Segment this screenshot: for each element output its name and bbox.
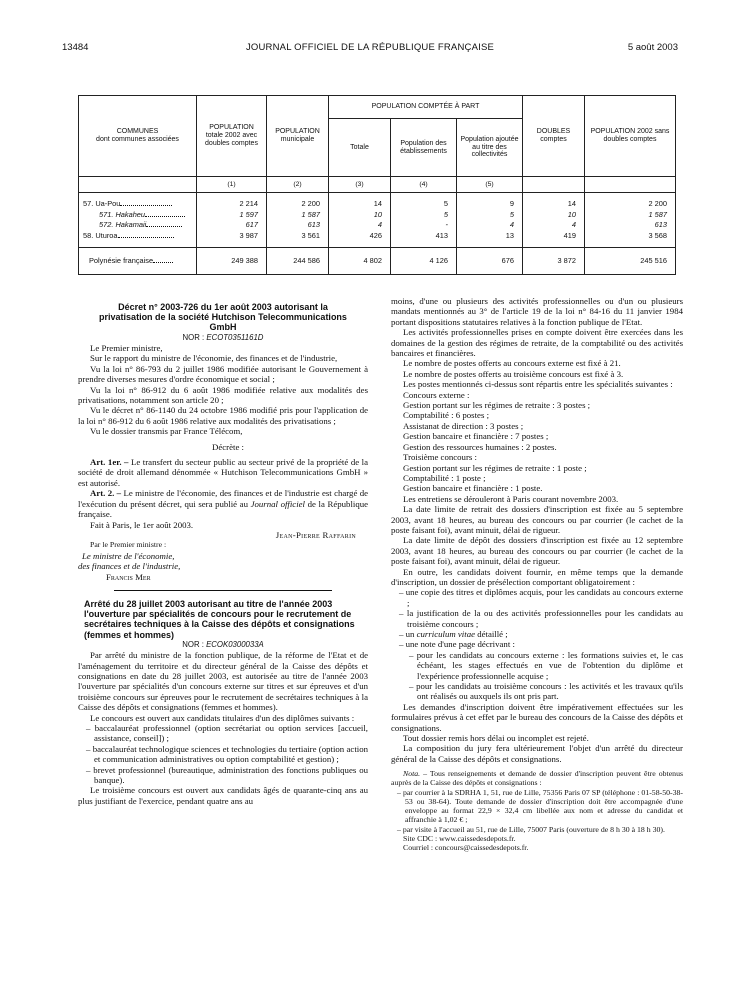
left-column (78, 302, 368, 806)
page-header (62, 42, 678, 56)
paragraph: Les activités professionnelles prises en compte doivent être exercées dans les domaines de la gestion des régimes de retraite, de la comptabilité ou des activités bancaires et financières. (391, 327, 683, 359)
header-pop-totale: POPULATION totale 2002 avec doubles comptes (197, 96, 267, 177)
population-table (78, 95, 676, 275)
col-number: (1) (197, 177, 267, 193)
header-communes-label: COMMUNES (116, 128, 159, 136)
header-communes-sub: dont communes associées (96, 136, 179, 143)
minister-title-2: des finances et de l'industrie, (78, 561, 181, 572)
list-item: – la justification de la ou des activités professionnelles pour les candidats au troisième concours ; (399, 608, 683, 629)
cell: 4 (457, 220, 523, 231)
header-totale: Totale (329, 119, 391, 177)
cell: 5 (391, 210, 457, 221)
cell: 617 (197, 220, 267, 231)
table-row (79, 220, 676, 231)
cell: - (391, 220, 457, 231)
paragraph: Les demandes d'inscription doivent être impérativement effectuées sur les formulaires prévus à cet effet par le bureau des concours de la Caisse des dépôts et consignations. (391, 701, 683, 733)
col-number: (5) (457, 177, 523, 193)
header-pop-2002-sans: POPULATION 2002 sans doubles comptes (585, 96, 676, 177)
cell: 426 (329, 231, 391, 242)
paragraph: Vu la loi n° 86-793 du 2 juillet 1986 modifiée autorisant le Gouvernement à prendre diverses mesures d'ordre économique et social ; (78, 363, 368, 385)
paragraph: Tout dossier remis hors délai ou incomplet est rejeté. (403, 733, 589, 744)
paragraph: Vu le dossier transmis par France Télécom, (90, 426, 243, 437)
commune-name: 571. Hakaheu (79, 210, 197, 221)
paragraph: Concours externe : (403, 389, 470, 400)
page-number: 13484 (62, 42, 89, 53)
header-doubles-comptes: DOUBLES comptes (523, 96, 585, 177)
paragraph: Le concours est ouvert aux candidats titulaires d'un des diplômes suivants : (90, 712, 355, 723)
cell: 5 (391, 199, 457, 210)
list-item: – brevet professionnel (bureautique, administration des fonctions publiques ou banque). (86, 764, 368, 786)
paragraph: La date limite de retrait des dossiers d'inscription est fixée au 5 septembre 2003, avant 18 heures, au bureau des concours ou par courrier (le cachet de la poste faisant foi), avant minuit, délai de rigueur. (391, 504, 683, 535)
paragraph: Gestion portant sur les régimes de retraite : 1 poste ; (403, 462, 587, 473)
table-total-row (79, 248, 676, 275)
paragraph: Gestion bancaire et financière : 1 poste. (403, 483, 543, 494)
cell: 413 (391, 231, 457, 242)
article-1: Art. 1er. – Le transfert du secteur public au secteur privé de la propriété de la société de droit allemand dénommée « Hutchison Telecommunications GmbH » est autorisé. (78, 457, 368, 488)
header-pop-ajoutee: Population ajoutée au titre des collectivités (457, 119, 523, 177)
header-communes (79, 96, 197, 177)
decret-nor: NOR : ECOT0351161D (182, 332, 264, 342)
paragraph: Gestion des ressources humaines : 2 postes. (403, 441, 557, 452)
header-pop-municipale: POPULATION municipale (267, 96, 329, 177)
paragraph: Assistanat de direction : 3 postes ; (403, 420, 524, 431)
col-number: (2) (267, 177, 329, 193)
paragraph: Les postes mentionnés ci-dessus sont répartis entre les spécialités suivantes : (403, 379, 673, 390)
cell: 4 802 (329, 248, 391, 275)
paragraph: Le nombre de postes offerts au troisième concours est fixé à 3. (403, 368, 624, 379)
article-2: Art. 2. – Le ministre de l'économie, des finances et de l'industrie est chargé de l'exécution du présent décret, qui sera publié au Journal officiel de la République française. (78, 488, 369, 520)
header-pop-comptee-a-part: POPULATION COMPTÉE À PART (329, 96, 523, 119)
cell: 14 (329, 199, 391, 210)
issue-date: 5 août 2003 (627, 42, 678, 53)
list-item: – une copie des titres et diplômes acquis, pour les candidats au concours externe ; (399, 587, 683, 608)
cell: 2 200 (267, 199, 329, 210)
nota-item: – par visite à l'accueil au 51, rue de Lille, 75007 Paris (ouverture de 8 h 30 à 18 h 30). (397, 824, 665, 834)
paragraph: En outre, les candidats doivent fournir, en même temps que la demande d'inscription, un dossier de présélection comportant obligatoirement : (391, 566, 683, 587)
cell: 4 (523, 220, 585, 231)
cell: 1 587 (585, 210, 676, 221)
cell: 2 200 (585, 199, 676, 210)
arrete-nor: NOR : ECOK0300033A (182, 639, 264, 649)
cell: 9 (457, 199, 523, 210)
cell: 10 (523, 210, 585, 221)
fait-a-paris: Fait à Paris, le 1er août 2003. (90, 519, 194, 530)
decrete-label: Décrète : (212, 441, 244, 452)
cell: 14 (523, 199, 585, 210)
table-row (79, 210, 676, 221)
cell: 2 214 (197, 199, 267, 210)
cell: 1 597 (197, 210, 267, 221)
header-pop-etablissements: Population des établissements (391, 119, 457, 177)
cell: 244 586 (267, 248, 329, 275)
decret-title: Décret n° 2003-726 du 1er août 2003 autorisant la privatisation de la société Hutchison Telecommunications GmbH (99, 302, 347, 333)
list-item: – un curriculum vitae détaillé ; (399, 629, 508, 639)
paragraph: Vu le décret n° 86-1140 du 24 octobre 1986 modifié pris pour l'application de la loi n° 86-912 du 6 août 1986 relative aux modalités des privatisations ; (78, 405, 368, 426)
cell: 5 (457, 210, 523, 221)
cell: 3 561 (267, 231, 329, 242)
cell: 3 872 (523, 248, 585, 275)
paragraph: Gestion bancaire et financière : 7 postes ; (403, 431, 549, 442)
paragraph: moins, d'une ou plusieurs des activités professionnelles ou d'un ou plusieurs mandats mentionnés au 3° de l'article 19 de la loi n° 84-16 du 11 janvier 1984 portant dispositions statutaires relatives à la fonction publique de l'Etat. (391, 296, 683, 327)
journal-title: JOURNAL OFFICIEL DE LA RÉPUBLIQUE FRANÇAISE (245, 42, 495, 53)
paragraph: Gestion portant sur les régimes de retraite : 3 postes ; (403, 400, 591, 411)
paragraph: Troisième concours : (403, 452, 477, 463)
right-column (391, 296, 683, 852)
list-item: – baccalauréat professionnel (option secrétariat ou option services [accueil, assistance, conseil]) ; (86, 723, 368, 744)
paragraph: Le troisième concours est ouvert aux candidats âgés de quarante-cinq ans au plus justifiant de l'exercice, pendant quatre ans au (78, 785, 368, 806)
list-item: – pour les candidats au concours externe : les formations suivies et, le cas échéant, les stages effectués en vue de l'obtention du diplôme et l'expérience professionnelle acquise ; (409, 649, 683, 681)
site-link: Site CDC : www.caissedesdepots.fr. (403, 833, 516, 843)
total-name: Polynésie française (79, 248, 197, 275)
paragraph: Vu la loi n° 86-912 du 6 août 1986 modifiée relative aux modalités des privatisations, notamment son article 20 ; (78, 384, 368, 406)
nota-intro: Nota. – Tous renseignements et demande de dossier d'inscription peuvent être obtenus auprès de la Caisse des dépôts et consignations : (391, 769, 683, 788)
cell: 419 (523, 231, 585, 242)
minister-title-1: Le ministre de l'économie, (82, 550, 175, 561)
paragraph: Par arrêté du ministre de la fonction publique, de la réforme de l'Etat et de l'aménagement du territoire et du directeur général de la Caisse des dépôts et consignations en date du 28 juillet 2003, est autorisée au titre de l'année 2003 l'ouverture par spécialités d'un concours externe sur titres et sur épreuves et d'un troisième concours sur épreuves pour le recrutement de secrétaires techniques à la Caisse des dépôts et consignations (femmes et hommes). (78, 650, 368, 713)
paragraph: Comptabilité : 6 postes ; (403, 410, 490, 421)
paragraph: Les entretiens se dérouleront à Paris courant novembre 2003. (403, 493, 619, 504)
signature-pm: Jean-Pierre Raffarin (275, 529, 356, 540)
paragraph: Sur le rapport du ministre de l'économie, des finances et de l'industrie, (90, 353, 338, 364)
commune-name: 57. Ua-Pou (79, 199, 197, 210)
cell: 249 388 (197, 248, 267, 275)
table-row (79, 199, 676, 210)
cell: 3 568 (585, 231, 676, 242)
separator-line (114, 590, 332, 591)
list-item: – pour les candidats au troisième concours : les activités et les travaux qu'ils ont réalisés ou auxquels ils ont pris part. (409, 681, 683, 702)
commune-name: 58. Uturoa (79, 231, 197, 242)
paragraph: Le nombre de postes offerts au concours externe est fixé à 21. (403, 358, 621, 369)
cell: 10 (329, 210, 391, 221)
commune-name: 572. Hakamaii (79, 220, 197, 231)
cell: 4 (329, 220, 391, 231)
email-link: Courriel : concours@caissedesdepots.fr. (403, 842, 529, 852)
cell: 613 (267, 220, 329, 231)
paragraph: Comptabilité : 1 poste ; (403, 472, 486, 483)
cell: 13 (457, 231, 523, 242)
col-number: (4) (391, 177, 457, 193)
par-le-premier-ministre: Par le Premier ministre : (90, 540, 167, 550)
cell: 1 587 (267, 210, 329, 221)
nota-item: – par courrier à la SDRHA 1, 51, rue de Lille, 75356 Paris 07 SP (téléphone : 01-58-50-38-53 ou 38-64). Toute demande de dossier d'inscription doit être accompagnée d'une enveloppe au format 22,9 × 32,4 cm libellée aux nom et adresse du candidat et affranchie à 1,02 € ; (397, 787, 683, 825)
nota-block (391, 769, 683, 852)
arrete-title: Arrêté du 28 juillet 2003 autorisant au titre de l'année 2003 l'ouverture par spécialités de concours pour le recrutement de secrétaires techniques à la Caisse des dépôts et consignations (femmes et hommes) (84, 598, 355, 640)
column-numbers-row (79, 177, 676, 193)
col-number: (3) (329, 177, 391, 193)
list-item: – une note d'une page décrivant : (399, 639, 515, 650)
list-item: – baccalauréat technologique sciences et technologies du tertiaire (option action et communication administratives ou option comptabilité et gestion) ; (86, 743, 368, 765)
table-row (79, 231, 676, 242)
table-header-row (79, 96, 676, 119)
cell: 4 126 (391, 248, 457, 275)
minister-name: Francis Mer (106, 571, 151, 582)
paragraph: La date limite de dépôt des dossiers d'inscription est fixée au 12 septembre 2003, avant 18 heures, au bureau des concours ou par courrier (le cachet de la poste faisant foi), avant minuit, délai de rigueur. (391, 535, 683, 567)
paragraph: La composition du jury fera ultérieurement l'objet d'un arrêté du directeur général de la Caisse des dépôts et consignations. (391, 743, 683, 764)
paragraph: Le Premier ministre, (90, 343, 163, 354)
cell: 3 987 (197, 231, 267, 242)
cell: 676 (457, 248, 523, 275)
cell: 245 516 (585, 248, 676, 275)
cell: 613 (585, 220, 676, 231)
